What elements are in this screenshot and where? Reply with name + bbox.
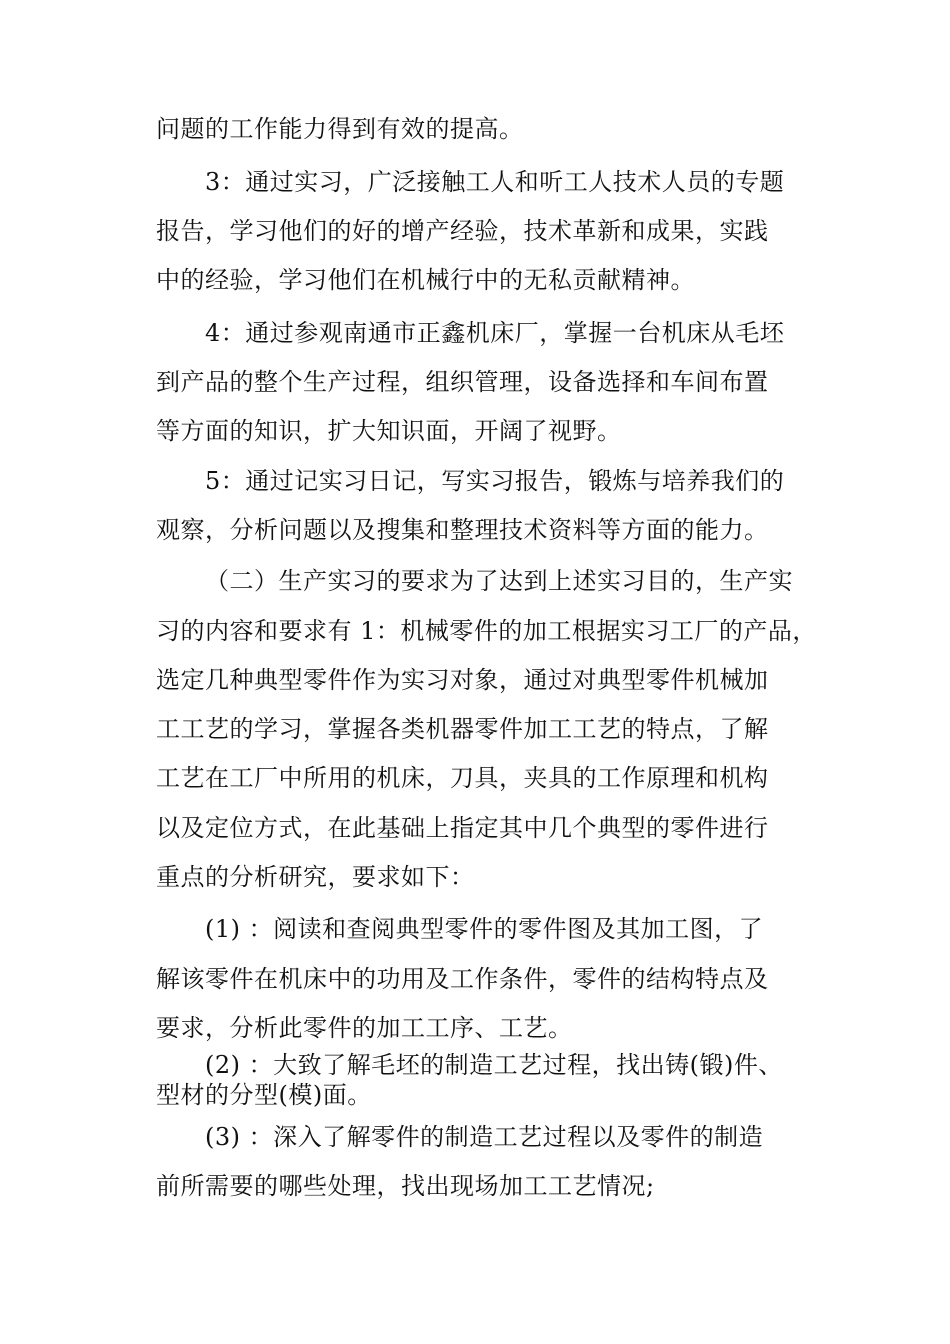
text-line: (1) ：阅读和查阅典型零件的零件图及其加工图，了 [205,915,764,943]
text-line: 报告，学习他们的好的增产经验，技术革新和成果，实践 [156,217,769,245]
text-line: 选定几种典型零件作为实习对象，通过对典型零件机械加 [156,666,769,694]
text-line: 等方面的知识，扩大知识面，开阔了视野。 [156,417,622,445]
text-line: 4：通过参观南通市正鑫机床厂，掌握一台机床从毛坯 [205,319,785,347]
text-line: (2) ：大致了解毛坯的制造工艺过程，找出铸(锻)件、 [205,1051,783,1079]
text-line: 前所需要的哪些处理，找出现场加工工艺情况; [156,1172,655,1200]
text-line: 3：通过实习，广泛接触工人和听工人技术人员的专题 [205,168,785,196]
text-line: 中的经验，学习他们在机械行中的无私贡献精神。 [156,266,695,294]
text-line: 以及定位方式，在此基础上指定其中几个典型的零件进行 [156,814,769,842]
text-line: 重点的分析研究，要求如下： [156,863,475,891]
text-line: 解该零件在机床中的功用及工作条件，零件的结构特点及 [156,965,769,993]
text-line: 习的内容和要求有 1：机械零件的加工根据实习工厂的产品， [156,617,817,645]
text-line: 观察，分析问题以及搜集和整理技术资料等方面的能力。 [156,516,769,544]
text-line: 要求，分析此零件的加工工序、工艺。 [156,1014,573,1042]
text-line: （二）生产实习的要求为了达到上述实习目的，生产实 [205,567,793,595]
text-line: 5：通过记实习日记，写实习报告，锻炼与培养我们的 [205,467,785,495]
text-line: (3) ：深入了解零件的制造工艺过程以及零件的制造 [205,1123,764,1151]
text-line: 工艺在工厂中所用的机床，刀具，夹具的工作原理和机构 [156,764,769,792]
text-line: 到产品的整个生产过程，组织管理，设备选择和车间布置 [156,368,769,396]
text-line: 问题的工作能力得到有效的提高。 [156,115,524,143]
text-line: 型材的分型(模)面。 [156,1081,372,1109]
text-line: 工工艺的学习，掌握各类机器零件加工工艺的特点，了解 [156,715,769,743]
